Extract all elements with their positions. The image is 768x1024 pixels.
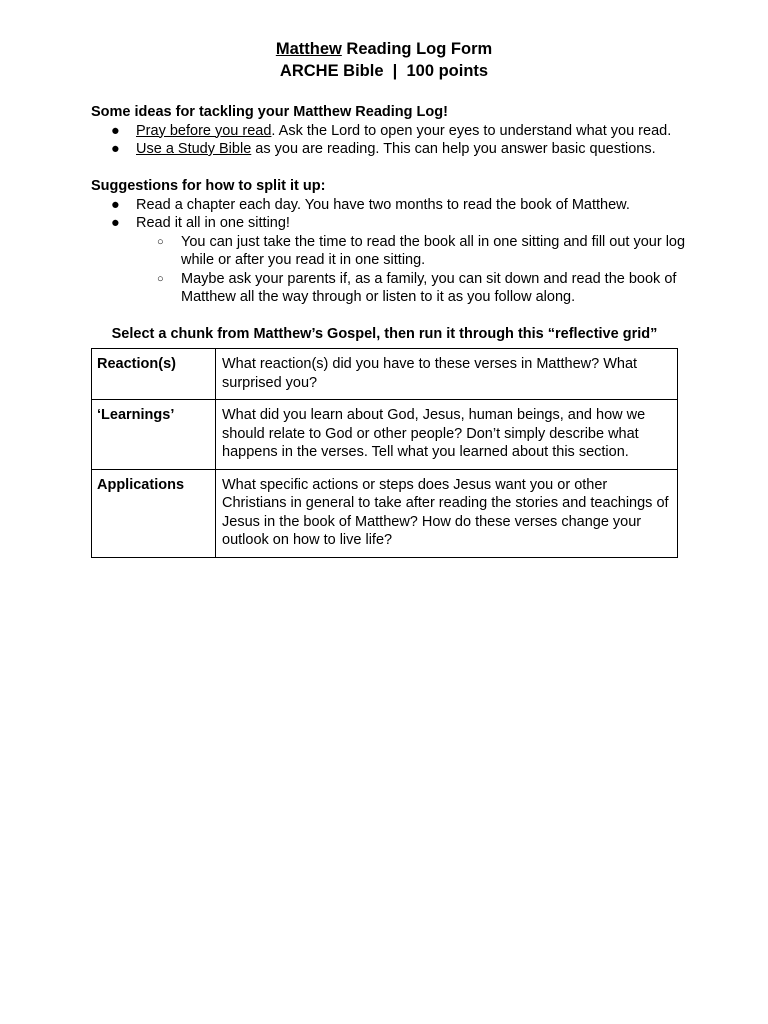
- hollow-bullet-icon: ○: [157, 235, 164, 248]
- suggestions-subitem: [136, 270, 691, 307]
- title-line-1: [0, 38, 768, 60]
- bullet-icon: ●: [111, 122, 120, 139]
- title-block: [0, 38, 768, 82]
- ideas-link-study-bible[interactable]: Use a Study Bible: [136, 141, 252, 157]
- bullet-icon: ●: [111, 141, 120, 157]
- suggestions-list: [91, 196, 691, 307]
- suggestions-subitem-text: Maybe ask your parents if, as a family, you can sit down and read the book of Matthew all the way through or listen to it as you follow along.: [181, 270, 677, 305]
- row-description: What reaction(s) did you have to these verses in Matthew? What surprised you?: [216, 349, 678, 400]
- row-description: What did you learn about God, Jesus, human beings, and how we should relate to God or other people? Don’t simply describe what happens in the verses. Tell what you learned about this section.: [216, 400, 678, 470]
- suggestions-heading: Suggestions for how to split it up:: [91, 178, 326, 194]
- row-label: ‘Learnings’: [92, 400, 216, 470]
- ideas-item: [91, 140, 691, 159]
- row-description: What specific actions or steps does Jesus want you or other Christians in general to take after reading the stories and teachings of Jesus in the book of Matthew? How do these verses change your outlook on how to live life?: [216, 469, 678, 557]
- grid-caption: Select a chunk from Matthew’s Gospel, then run it through this “reflective grid”: [111, 325, 658, 342]
- hollow-bullet-icon: ○: [157, 272, 164, 285]
- ideas-item-text: . Ask the Lord to open your eyes to understand what you read.: [271, 122, 672, 139]
- ideas-list: [91, 122, 691, 159]
- row-label: Applications: [92, 469, 216, 557]
- reflective-grid: [91, 348, 678, 558]
- ideas-heading: Some ideas for tackling your Matthew Reading Log!: [91, 104, 448, 120]
- suggestions-item: [91, 214, 691, 307]
- title-matthew: Matthew: [275, 40, 342, 58]
- spacer: [91, 159, 691, 178]
- suggestions-item: [91, 196, 691, 215]
- ideas-item: [91, 122, 691, 141]
- suggestions-item-text: Read it all in one sitting!: [136, 215, 290, 231]
- ideas-item-text: as you are reading. This can help you answer basic questions.: [251, 141, 656, 157]
- row-label: Reaction(s): [92, 349, 216, 400]
- table-row: [92, 469, 678, 557]
- bullet-icon: ●: [111, 196, 120, 213]
- suggestions-sublist: [136, 233, 691, 307]
- table-row: [92, 349, 678, 400]
- title-rest: Reading Log Form: [341, 40, 493, 58]
- ideas-link-pray[interactable]: Pray before you read: [136, 122, 272, 139]
- suggestions-item-text: Read a chapter each day. You have two months to read the book of Matthew.: [136, 196, 630, 213]
- table-row: [92, 400, 678, 470]
- suggestions-subitem-text: You can just take the time to read the book all in one sitting and fill out your log while or after you read it in one sitting.: [181, 233, 686, 268]
- suggestions-subitem: [136, 233, 691, 270]
- content: [91, 103, 691, 558]
- bullet-icon: ●: [111, 215, 120, 231]
- title-line-2: ARCHE Bible | 100 points: [279, 62, 489, 80]
